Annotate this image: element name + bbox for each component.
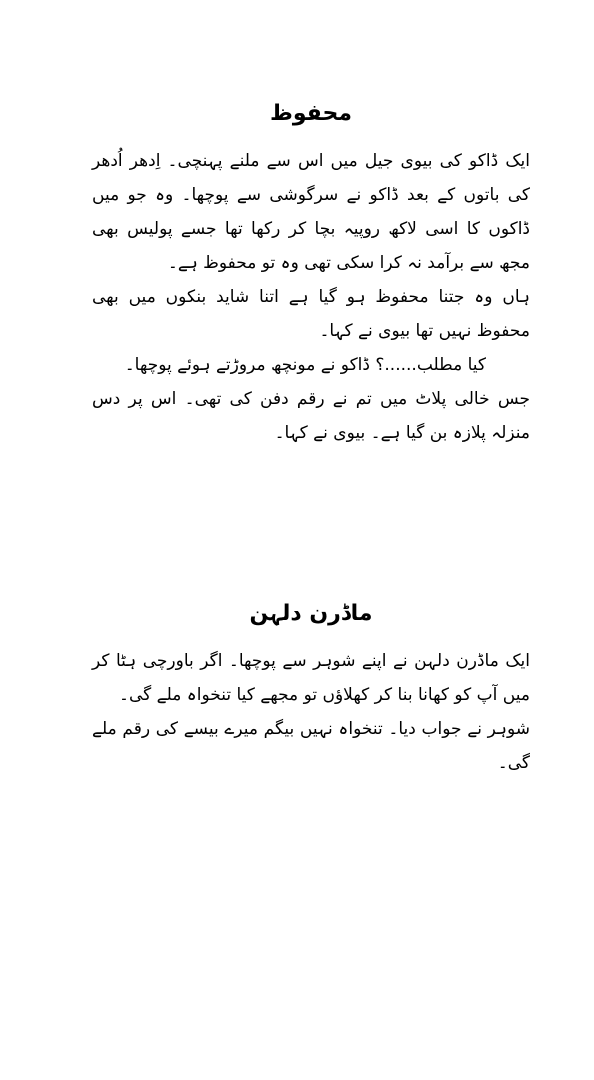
story-paragraph: کیا مطلب......؟ ڈاکو نے مونچھ مروڑتے ہوئے پوچھا۔ — [124, 355, 486, 375]
story-paragraph: ایک ماڈرن دلہن نے اپنے شوہر سے پوچھا۔ اگر باورچی ہٹا کر میں آپ کو کھانا بنا کر کھلاؤں تو مجھے کیا تنخواہ ملے گی۔ — [92, 651, 530, 705]
story-paragraph: جس خالی پلاٹ میں تم نے رقم دفن کی تھی۔ اس پر دس منزلہ پلازہ بن گیا ہے۔ بیوی نے کہا۔ — [92, 389, 530, 443]
story-mahfooz — [92, 96, 530, 450]
story-paragraph: ایک ڈاکو کی بیوی جیل میں اس سے ملنے پہنچی۔ اِدھر اُدھر کی باتوں کے بعد ڈاکو نے سرگوشی سے پوچھا۔ وہ جو میں ڈاکوں کا اسی لاکھ روپیہ بچا کر رکھا تھا جسے پولیس بھی مجھ سے برآمد نہ کرا سکی تھی وہ تو محفوظ ہے۔ — [92, 151, 530, 273]
story-paragraph: شوہر نے جواب دیا۔ تنخواہ نہیں بیگم میرے بیسے کی رقم ملے گی۔ — [92, 719, 530, 773]
story-paragraph: ہاں وہ جتنا محفوظ ہو گیا ہے اتنا شاید بنکوں میں بھی محفوظ نہیں تھا بیوی نے کہا۔ — [92, 287, 530, 341]
story-title: ماڈرن دلہن — [249, 601, 373, 626]
story-title: محفوظ — [270, 101, 352, 126]
story-modern-dulhan — [92, 596, 530, 780]
